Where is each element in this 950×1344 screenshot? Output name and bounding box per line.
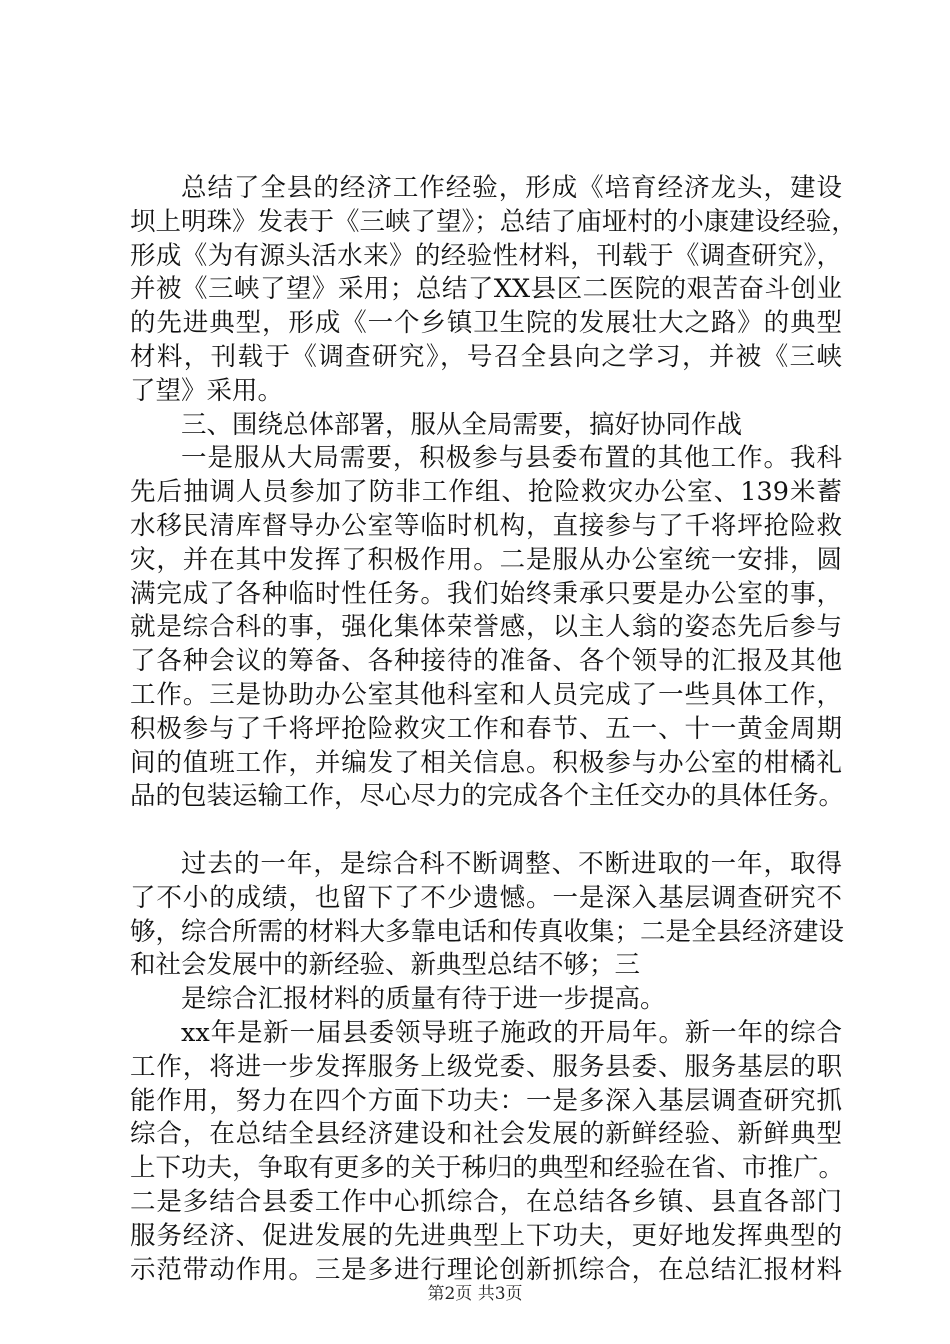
- blank-line: [130, 814, 842, 848]
- text-line: 品的包装运输工作，尽心尽力的完成各个主任交办的具体任务。: [130, 781, 845, 812]
- text-line: 积极参与了千将坪抢险救灾工作和春节、五一、十一黄金周期: [130, 713, 842, 744]
- text-line: 材料，刊载于《调查研究》，号召全县向之学习，并被《三峡: [130, 341, 842, 372]
- text-line: 工作。三是协助办公室其他科室和人员完成了一些具体工作，: [130, 679, 842, 710]
- text-line: 服务经济、促进发展的先进典型上下功夫，更好地发挥典型的: [130, 1220, 842, 1251]
- text-line: 满完成了各种临时性任务。我们始终秉承只要是办公室的事，: [130, 578, 842, 609]
- text-line: 灾，并在其中发挥了积极作用。二是服从办公室统一安排，圆: [130, 544, 842, 575]
- page-footer: 第2页 共3页: [427, 1284, 523, 1304]
- text-line: 三、围绕总体部署，服从全局需要，搞好协同作战: [181, 409, 743, 440]
- text-line: 一是服从大局需要，积极参与县委布置的其他工作。我科: [181, 443, 842, 474]
- text-line: 的先进典型，形成《一个乡镇卫生院的发展壮大之路》的典型: [130, 308, 842, 339]
- text-line: 间的值班工作，并编发了相关信息。积极参与办公室的柑橘礼: [130, 747, 842, 778]
- text-line: 是综合汇报材料的质量有待于进一步提高。: [181, 984, 666, 1015]
- text-line: 上下功夫，争取有更多的关于秭归的典型和经验在省、市推广。: [130, 1153, 845, 1184]
- text-line: xx年是新一届县委领导班子施政的开局年。新一年的综合: [181, 1017, 842, 1048]
- text-line: 工作，将进一步发挥服务上级党委、服务县委、服务基层的职: [130, 1051, 842, 1082]
- text-line: 综合，在总结全县经济建设和社会发展的新鲜经验、新鲜典型: [130, 1119, 842, 1150]
- text-line: 就是综合科的事，强化集体荣誉感，以主人翁的姿态先后参与: [130, 612, 842, 643]
- text-line: 示范带动作用。三是多进行理论创新抓综合，在总结汇报材料: [130, 1254, 842, 1285]
- text-line: 了不小的成绩，也留下了不少遗憾。一是深入基层调查研究不: [130, 882, 842, 913]
- text-line: 坝上明珠》发表于《三峡了望》；总结了庙垭村的小康建设经验，: [130, 206, 857, 237]
- text-line: 够，综合所需的材料大多靠电话和传真收集；二是全县经济建设: [130, 916, 845, 947]
- text-line: 能作用，努力在四个方面下功夫：一是多深入基层调查研究抓: [130, 1085, 842, 1116]
- text-line: 过去的一年，是综合科不断调整、不断进取的一年，取得: [181, 848, 842, 879]
- body-text: [130, 172, 857, 1287]
- text-line: 水移民清库督导办公室等临时机构，直接参与了千将坪抢险救: [130, 510, 842, 541]
- text-line: 并被《三峡了望》采用；总结了XX县区二医院的艰苦奋斗创业: [130, 274, 842, 305]
- text-line: 了各种会议的筹备、各种接待的准备、各个领导的汇报及其他: [130, 646, 842, 677]
- text-line: 二是多结合县委工作中心抓综合，在总结各乡镇、县直各部门: [130, 1186, 842, 1217]
- text-line: 先后抽调人员参加了防非工作组、抢险救灾办公室、139米蓄: [130, 477, 842, 508]
- text-line: 总结了全县的经济工作经验，形成《培育经济龙头，建设: [181, 173, 842, 203]
- text-line: 了望》采用。: [130, 375, 284, 406]
- text-line: 和社会发展中的新经验、新典型总结不够；三: [130, 950, 641, 981]
- text-line: 形成《为有源头活水来》的经验性材料，刊载于《调查研究》，: [130, 240, 842, 271]
